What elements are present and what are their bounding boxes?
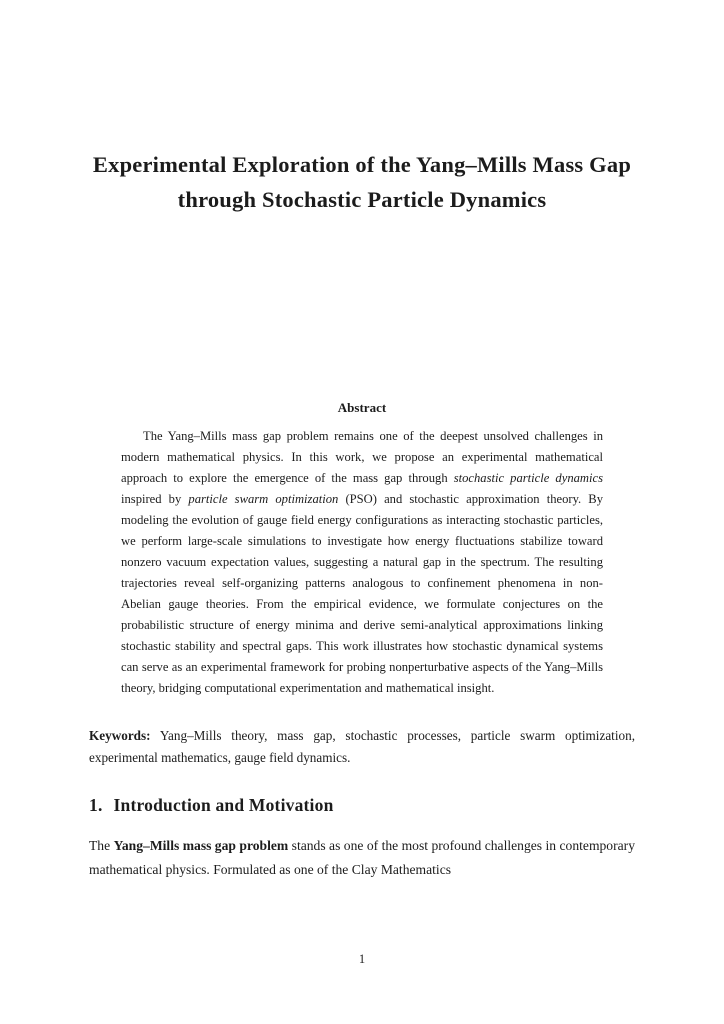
page-number: 1 [358,952,366,966]
section-number: 1. [89,794,103,815]
abstract-text-segment: The Yang–Mills mass gap problem remains one of the deepest unsolved challenges in modern mathematical physics. In this work, we propose an experimental mathematical approach to explore the emergence of the mass gap through [121,428,603,485]
intro-bold-term: Yang–Mills mass gap problem [113,837,289,853]
section-title: Introduction and Motivation [113,794,334,815]
keywords-paragraph [89,725,635,769]
intro-paragraph [89,834,635,882]
keywords-text: Yang–Mills theory, mass gap, stochastic processes, particle swarm optimization, experimental mathematics, gauge field dynamics. [89,727,635,765]
intro-text-segment: The [89,837,114,853]
intro-text-segment: stands as one of the most profound challenges in contemporary mathematical physics. Formulated as one of the Clay Mathematics [89,837,635,877]
abstract-heading: Abstract [337,399,387,415]
abstract-paragraph [121,426,603,699]
keywords-label: Keywords: [89,727,151,743]
abstract-italic-term: stochastic particle dynamics [453,470,604,485]
abstract-section [89,400,635,699]
abstract-text-segment: inspired by [121,491,189,506]
abstract-text-segment: (PSO) and stochastic approximation theory. By modeling the evolution of gauge field energy configurations as interacting stochastic particles, we perform large-scale simulations to investigate how energy fluctuations stabilize toward nonzero vacuum expectation values, suggesting a natural gap in the spectrum. The resulting trajectories reveal self-organizing patterns analogous to confinement phenomena in non-Abelian gauge theories. From the empirical evidence, we formulate conjectures on the probabilistic structure of energy minima and derive semi-analytical approximations linking stochastic stability and spectral gaps. This work illustrates how stochastic dynamical systems can serve as an experimental framework for probing nonperturbative aspects of the Yang–Mills theory, bridging computational experimentation and mathematical insight. [121,491,603,695]
paper-title: Experimental Exploration of the Yang–Mills Mass Gap through Stochastic Particle Dynamics [92,152,632,212]
section-heading [89,795,635,816]
abstract-italic-term: particle swarm optimization [188,491,339,506]
